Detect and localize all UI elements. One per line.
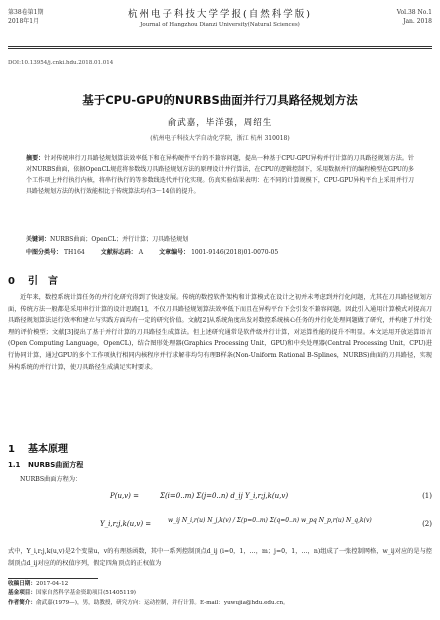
running-header <box>8 4 432 44</box>
author-label: 作者简介： <box>8 599 36 606</box>
received-label: 收稿日期： <box>8 581 36 587</box>
equation-2-rhs: w_ij N_i,r(u) N_j,k(v) / Σ(p=0..m) Σ(q=0..n) w_pq N_p,r(u) N_q,k(v) <box>168 517 372 524</box>
paper-authors: 俞武嘉，毕洋强，周绍生 <box>167 118 273 128</box>
paper-title: 基于CPU-GPU的NURBS曲面并行刀具路径规划方法 <box>82 93 358 107</box>
footnote-fund <box>8 589 432 598</box>
header-rule <box>8 46 432 47</box>
header-rule-thin <box>8 48 432 49</box>
equation-2-number: (2) <box>422 520 432 528</box>
equation-1-lhs: P(u,v) = <box>110 492 139 500</box>
subsection-title: NURBS曲面方程 <box>28 461 84 469</box>
received-value: 2017-04-12 <box>35 581 69 587</box>
subsection-number: 1.1 <box>8 461 21 469</box>
section-0-number: 0 <box>8 276 15 287</box>
subsection-heading <box>8 460 83 470</box>
section-1-number: 1 <box>8 444 15 455</box>
doi-line: DOI:10.13954/j.cnki.hdu.2018.01.014 <box>8 60 114 66</box>
classification-line <box>26 247 414 256</box>
equation-2 <box>0 516 432 540</box>
section-0-body <box>8 292 432 373</box>
header-date: 2018年1月 <box>8 18 40 25</box>
equation-2-lhs: Y_i,r;j,k(u,v) = <box>100 520 152 528</box>
id-value: 1001-9146(2018)01-0070-05 <box>191 249 279 256</box>
header-journal <box>8 6 432 28</box>
footnote-author <box>8 599 432 608</box>
abstract-text: 针对传统串行刀具路径规划算法效率低下和在异构硬件平台的不兼容问题，提出一种基于CPU-GPU异构并行计算的刀具路径规划方法。针对NURBS曲面，依据OpenCL规范将参数线刀具路径规划方法的原理设计并行算法，在CPU的逻辑控制下，采用数据并行的编程模型在GPU的多个工作项上并行执行内核，将串行执行的等参数线迭代并行化实现。仿真实验结果表明：在不同的计算规模下，CPU-GPU异构平台上采用并行刀具路径规划方法的执行效能相比于传统算法均有3～14倍的提升。 <box>26 155 414 195</box>
abstract <box>26 153 414 197</box>
document-code <box>101 247 143 256</box>
header-volume: 第38卷第1期 <box>8 9 44 16</box>
paper-affiliation: (杭州电子科技大学自动化学院，浙江 杭州 310018) <box>150 135 290 142</box>
section-1-body <box>8 546 432 569</box>
section-1-paragraph: 式中，Y_i,r;j,k(u,v)是2个变量u，v的有理基函数，其中一系列控制顶点d_ij (i=0，1，…，m；j=0，1，…，n)组成了一张控制网格，w_ij对应的是与控制顶点d_ij对应的的权值序列，假定四角顶点的正权值为 <box>8 548 432 567</box>
equation-1-number: (1) <box>422 492 432 500</box>
keywords <box>26 234 414 245</box>
section-1-title: 基本原理 <box>28 444 68 455</box>
footnote-rule <box>8 578 98 579</box>
code-label: 文献标志码： <box>100 249 137 256</box>
equation-1-rhs: Σ(i=0..m) Σ(j=0..n) d_ij Y_i,r;j,k(u,v) <box>160 492 289 500</box>
abstract-label: 摘要： <box>26 155 45 162</box>
footnote <box>8 580 432 608</box>
clc-label: 中图分类号： <box>26 249 63 256</box>
clc-value: TH164 <box>64 249 85 256</box>
section-1-heading <box>8 440 68 455</box>
section-1-intro-text: NURBS曲面方程为： <box>20 476 82 483</box>
section-0-title: 引 言 <box>28 276 58 287</box>
id-label: 文章编号： <box>159 249 190 256</box>
author-value: 俞武嘉(1979—)，男，助教授，研究方向：运动控制，并行计算。E-mail：yuwujia@hdu.edu.cn。 <box>35 599 289 606</box>
fund-label: 基金项目： <box>8 590 36 597</box>
section-0-paragraph: 近年来，数控系统计算任务的并行化研究得到了快速发展。传统的数控软件架构和计算模式在设计之初并未考虑到并行化问题，尤其在刀具路径规划方面，传统方法一般都是采用串行计算的设计思路[1]，不仅刀具路径规划算法效率低下而且在异构平台下会引发不兼容问题。因此引入通用计算模式对提高刀具路径规划算法运行效率和建立与实践方面均有一定的研究价值。文献[2]从系统角度出发对数控系统核心任务的并行化处理问题做了研究，并构建了并行处理的评价模型；文献[3]提出了基于并行计算的刀具路径生成算法。但上述研究通常是软件级并行计算，对运算性能的提升不明显。本文运用开放运算语言(Open Computing Language，OpenCL)，结合图形处理器(Graphics Processing Unit，GPU)和中央处理器(Central Processing Unit，CPU)进行协同计算，通过GPU的多个工作项执行相同内核程序并行求解非均匀有理B样条(Non-Uniform Rational B-Splines，NURBS)曲面的刀具路径，实现异构系统的并行计算，使刀具路径生成满足实时要求。 <box>8 294 432 371</box>
keywords-text: NURBS曲面；OpenCL；并行计算；刀具路径规划 <box>50 236 189 243</box>
fund-value: 国家自然科学基金资助项目(51405119) <box>35 590 136 597</box>
equation-1 <box>0 492 432 512</box>
footnote-received <box>8 580 432 589</box>
section-1-intro <box>8 474 432 486</box>
clc-number <box>26 247 85 256</box>
keywords-label: 关键词： <box>26 236 51 243</box>
header-date-en: Jan. 2018 <box>403 18 432 25</box>
code-value: A <box>138 249 144 256</box>
header-volume-en: Vol.38 No.1 <box>396 9 432 16</box>
journal-name-cn: 杭州电子科技大学学报(自然科学版) <box>128 9 312 20</box>
article-id <box>159 247 278 256</box>
header-right <box>397 8 432 26</box>
journal-name-en: Journal of Hangzhou Dianzi University(Natural Sciences) <box>140 22 300 28</box>
section-0-heading <box>8 272 58 287</box>
